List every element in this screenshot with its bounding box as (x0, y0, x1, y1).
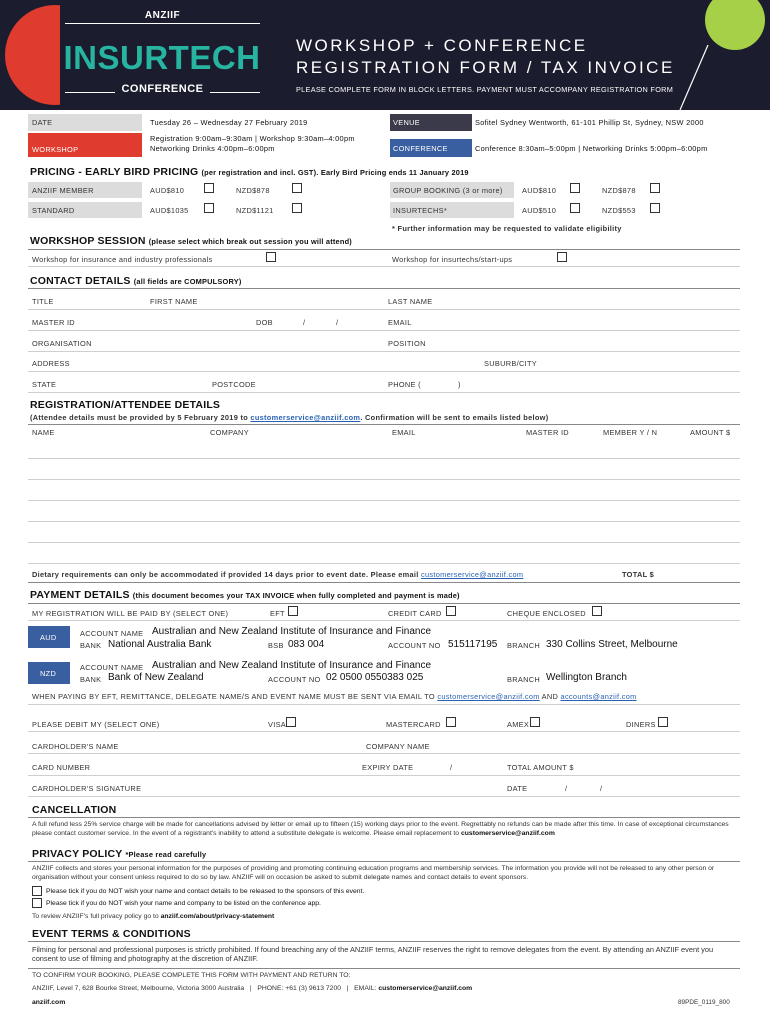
cardholder-name-field[interactable]: CARDHOLDER'S NAME (32, 742, 119, 751)
aud-bank-label: BANK (80, 641, 102, 650)
footer-code: 89PDE_0119_800 (678, 999, 730, 1006)
nzd-account-no: 02 0500 0550383 025 (326, 672, 424, 683)
aud-account-no: 515117195 (448, 639, 498, 650)
workshop-times-1: Registration 9:00am–9:30am | Workshop 9:30am–4:00pm (150, 134, 355, 143)
eft-email-link-1[interactable]: customerservice@anziif.com (437, 692, 540, 701)
footer-site[interactable]: anziif.com (32, 999, 66, 1006)
eft-note: WHEN PAYING BY EFT, REMITTANCE, DELEGATE NAME/S AND EVENT NAME MUST BE SENT VIA EMAIL TO customerservice@anziif.com AND accounts@anziif.com (32, 692, 637, 701)
date-label: DATE (32, 118, 53, 127)
col-member: MEMBER Y / N (603, 428, 658, 437)
aud-bsb-label: BSB (268, 641, 284, 650)
price-member-nzd-checkbox[interactable] (292, 183, 302, 193)
aud-tag: AUD (40, 633, 57, 642)
attendee-row[interactable] (28, 563, 740, 564)
workshop-option-2: Workshop for insurtechs/start-ups (392, 255, 513, 264)
aud-branch: 330 Collins Street, Melbourne (546, 639, 678, 650)
price-group-nzd: NZD$878 (602, 186, 636, 195)
price-standard-nzd-checkbox[interactable] (292, 203, 302, 213)
diners-option: DINERS (626, 720, 656, 729)
price-member-aud-checkbox[interactable] (204, 183, 214, 193)
pricing-heading: PRICING - EARLY BIRD PRICING (per registration and incl. GST). Early Bird Pricing ends 11 January 2019 (30, 166, 469, 178)
green-balloon-decoration (705, 0, 765, 50)
total-amount-field[interactable]: TOTAL AMOUNT $ (507, 763, 574, 772)
price-standard-aud-checkbox[interactable] (204, 203, 214, 213)
form-title-line1: WORKSHOP + CONFERENCE (296, 36, 588, 55)
price-standard-aud: AUD$1035 (150, 206, 189, 215)
brand-logo: INSURTECH (63, 39, 261, 76)
expiry-slash: / (450, 763, 453, 772)
nzd-branch-label: BRANCH (507, 675, 541, 684)
eft-email-link-2[interactable]: accounts@anziif.com (560, 692, 637, 701)
form-title-line2: REGISTRATION FORM / TAX INVOICE (296, 58, 675, 77)
organisation-field[interactable]: ORGANISATION (32, 339, 92, 348)
price-standard-label: STANDARD (32, 206, 75, 215)
diners-checkbox[interactable] (658, 717, 668, 727)
credit-card-option: CREDIT CARD (388, 609, 442, 618)
attendee-row[interactable] (28, 521, 740, 522)
paid-by-label: MY REGISTRATION WILL BE PAID BY (SELECT ONE) (32, 609, 229, 618)
header-banner (0, 0, 770, 110)
price-insurtech-aud: AUD$510 (522, 206, 557, 215)
nzd-bank-label: BANK (80, 675, 102, 684)
phone-paren: ) (458, 380, 461, 389)
aud-bsb: 083 004 (288, 639, 325, 650)
price-group-aud: AUD$810 (522, 186, 557, 195)
privacy-review: To review ANZIIF's full privacy policy go to anziif.com/about/privacy-statement (32, 913, 275, 920)
nzd-account-no-label: ACCOUNT NO (268, 675, 321, 684)
conference-times: Conference 8:30am–5:00pm | Networking Drinks 5:00pm–6:00pm (475, 144, 708, 153)
venue-value: Sofitel Sydney Wentworth, 61-101 Phillip St, Sydney, NSW 2000 (475, 118, 704, 127)
dob-slash-1: / (303, 318, 306, 327)
price-member-nzd: NZD$878 (236, 186, 270, 195)
nzd-bank: Bank of New Zealand (108, 672, 204, 683)
privacy-heading: PRIVACY POLICY *Please read carefully (32, 848, 207, 860)
master-id-field[interactable]: MASTER ID (32, 318, 75, 327)
price-insurtech-nzd: NZD$553 (602, 206, 636, 215)
payment-heading: PAYMENT DETAILS (this document becomes your TAX INVOICE when fully completed and payment is made) (30, 589, 460, 601)
col-master-id: MASTER ID (526, 428, 569, 437)
cancellation-heading: CANCELLATION (32, 804, 117, 816)
dietary-email-link[interactable]: customerservice@anziif.com (420, 570, 524, 579)
date-field[interactable]: DATE (507, 784, 528, 793)
dietary-note: Dietary requirements can only be accommodated if provided 14 days prior to event date. Please email customerservice@anziif.com (32, 570, 524, 579)
conference-label: CONFERENCE (393, 144, 448, 153)
workshop-label: WORKSHOP (32, 145, 79, 154)
total-label: TOTAL $ (622, 570, 655, 579)
aud-account-name-label: ACCOUNT NAME (80, 629, 144, 638)
price-group-nzd-checkbox[interactable] (650, 183, 660, 193)
attendee-row[interactable] (28, 542, 740, 543)
amex-option: AMEX (507, 720, 530, 729)
nzd-account-name-label: ACCOUNT NAME (80, 663, 144, 672)
contact-heading: CONTACT DETAILS (all fields are COMPULSORY) (30, 275, 242, 287)
amex-checkbox[interactable] (530, 717, 540, 727)
card-number-field[interactable]: CARD NUMBER (32, 763, 91, 772)
attendee-row[interactable] (28, 458, 740, 459)
price-insurtech-label: INSURTECHS* (393, 206, 448, 215)
cancellation-text: A full refund less 25% service charge will be made for cancellations advised by letter or email up to fifteen (15) working days prior to the event. Regrettably no refunds can be made after this time. In case of exceptional circumstances please contact customer service. In the event of a registrant's inability to attend a substitute delegate is welcome. Please email replacement to customerservice@anziif.com (32, 821, 729, 837)
pricing-footnote: * Further information may be requested to validate eligibility (392, 224, 622, 233)
terms-text: Filming for personal and professional purposes is strictly prohibited. If found breaching any of the ANZIIF terms, ANZIIF reserves the right to remove delegates from the event. By attending an ANZIIF event you consent to use of filming and photography at the discretion of ANZIIF. (32, 945, 714, 963)
privacy-opt-2: Please tick if you do NOT wish your name and company to be listed on the conference app. (46, 900, 321, 907)
privacy-link[interactable]: anziif.com/about/privacy-statement (160, 913, 275, 920)
company-name-field[interactable]: COMPANY NAME (366, 742, 430, 751)
mastercard-option: MASTERCARD (386, 720, 441, 729)
price-group-aud-checkbox[interactable] (570, 183, 580, 193)
privacy-opt-1-checkbox[interactable] (32, 886, 42, 896)
workshop-option-2-checkbox[interactable] (557, 252, 567, 262)
footer-email[interactable]: customerservice@anziif.com (378, 985, 473, 992)
nzd-account-name: Australian and New Zealand Institute of Insurance and Finance (152, 660, 432, 671)
price-insurtech-nzd-checkbox[interactable] (650, 203, 660, 213)
aud-bank: National Australia Bank (108, 639, 212, 650)
price-insurtech-aud-checkbox[interactable] (570, 203, 580, 213)
first-name-field[interactable]: FIRST NAME (150, 297, 198, 306)
price-group-label: GROUP BOOKING (3 or more) (393, 186, 503, 195)
attendees-note: (Attendee details must be provided by 5 February 2019 to customerservice@anziif.com. Confirmation will be sent to emails listed below) (30, 413, 549, 422)
signature-field[interactable]: CARDHOLDER'S SIGNATURE (32, 784, 142, 793)
email-field[interactable]: EMAIL (388, 318, 412, 327)
expiry-field[interactable]: EXPIRY DATE (362, 763, 414, 772)
brand-top: ANZIIF (144, 10, 181, 21)
col-name: NAME (32, 428, 55, 437)
credit-card-checkbox[interactable] (446, 606, 456, 616)
price-member-aud: AUD$810 (150, 186, 185, 195)
col-email: EMAIL (392, 428, 416, 437)
form-subtitle: PLEASE COMPLETE FORM IN BLOCK LETTERS. PAYMENT MUST ACCOMPANY REGISTRATION FORM (296, 85, 674, 94)
terms-heading: EVENT TERMS & CONDITIONS (32, 928, 191, 940)
cheque-option: CHEQUE ENCLOSED (507, 609, 586, 618)
last-name-field[interactable]: LAST NAME (388, 297, 433, 306)
date-slash-1: / (565, 784, 568, 793)
brand-bottom: CONFERENCE (65, 83, 260, 95)
nzd-tag: NZD (40, 669, 57, 678)
position-field[interactable]: POSITION (388, 339, 426, 348)
venue-label: VENUE (393, 118, 420, 127)
workshop-option-1-checkbox[interactable] (266, 252, 276, 262)
state-field[interactable]: STATE (32, 380, 57, 389)
dob-slash-2: / (336, 318, 339, 327)
privacy-opt-1: Please tick if you do NOT wish your name and contact details to be released to the sponsors of this event. (46, 888, 365, 895)
footer-confirm: TO CONFIRM YOUR BOOKING, PLEASE COMPLETE THIS FORM WITH PAYMENT AND RETURN TO: (32, 972, 351, 979)
nzd-branch: Wellington Branch (546, 672, 627, 683)
attendee-row[interactable] (28, 479, 740, 480)
price-standard-nzd: NZD$1121 (236, 206, 274, 215)
workshop-session-heading: WORKSHOP SESSION (please select which break out session you will attend) (30, 235, 352, 247)
phone-field[interactable]: PHONE ( (388, 380, 421, 389)
aud-account-name: Australian and New Zealand Institute of Insurance and Finance (152, 626, 432, 637)
aud-account-no-label: ACCOUNT NO (388, 641, 441, 650)
date-value: Tuesday 26 – Wednesday 27 February 2019 (150, 118, 308, 127)
privacy-text: ANZIIF collects and stores your personal information for the purposes of providing and promoting continuing education programs and membership services. The information you provide will not be released to any other person or organisation without your consent unless required to do so by law. ANZIIF will on occasion be asked to submit delegate names and contact details to event sponsors. (32, 865, 715, 881)
footer-contact: ANZIIF, Level 7, 628 Bourke Street, Melbourne, Victoria 3000 Australia | PHONE: +61 (3) 9613 7200 | EMAIL: customerservice@anziif.com (32, 985, 473, 992)
eft-option: EFT (270, 609, 285, 618)
aud-branch-label: BRANCH (507, 641, 541, 650)
attendees-email-link[interactable]: customerservice@anziif.com (250, 413, 361, 422)
suburb-field[interactable]: SUBURB/CITY (484, 359, 537, 368)
attendees-heading: REGISTRATION/ATTENDEE DETAILS (30, 399, 221, 411)
dob-field[interactable]: DOB (256, 318, 273, 327)
price-member-label: ANZIIF MEMBER (32, 186, 94, 195)
visa-option: VISA (268, 720, 287, 729)
cancellation-email[interactable]: customerservice@anziif.com (460, 830, 555, 837)
col-amount: AMOUNT $ (690, 428, 731, 437)
cheque-checkbox[interactable] (592, 606, 602, 616)
mastercard-checkbox[interactable] (446, 717, 456, 727)
balloon-string (680, 45, 708, 110)
eft-checkbox[interactable] (288, 606, 298, 616)
postcode-field[interactable]: POSTCODE (212, 380, 256, 389)
attendee-row[interactable] (28, 500, 740, 501)
col-company: COMPANY (210, 428, 249, 437)
workshop-option-1: Workshop for insurance and industry professionals (32, 255, 213, 264)
date-slash-2: / (600, 784, 603, 793)
workshop-times-2: Networking Drinks 4:00pm–6:00pm (150, 144, 275, 153)
title-field[interactable]: TITLE (32, 297, 54, 306)
debit-label: PLEASE DEBIT MY (SELECT ONE) (32, 720, 160, 729)
address-field[interactable]: ADDRESS (32, 359, 70, 368)
privacy-opt-2-checkbox[interactable] (32, 898, 42, 908)
visa-checkbox[interactable] (286, 717, 296, 727)
